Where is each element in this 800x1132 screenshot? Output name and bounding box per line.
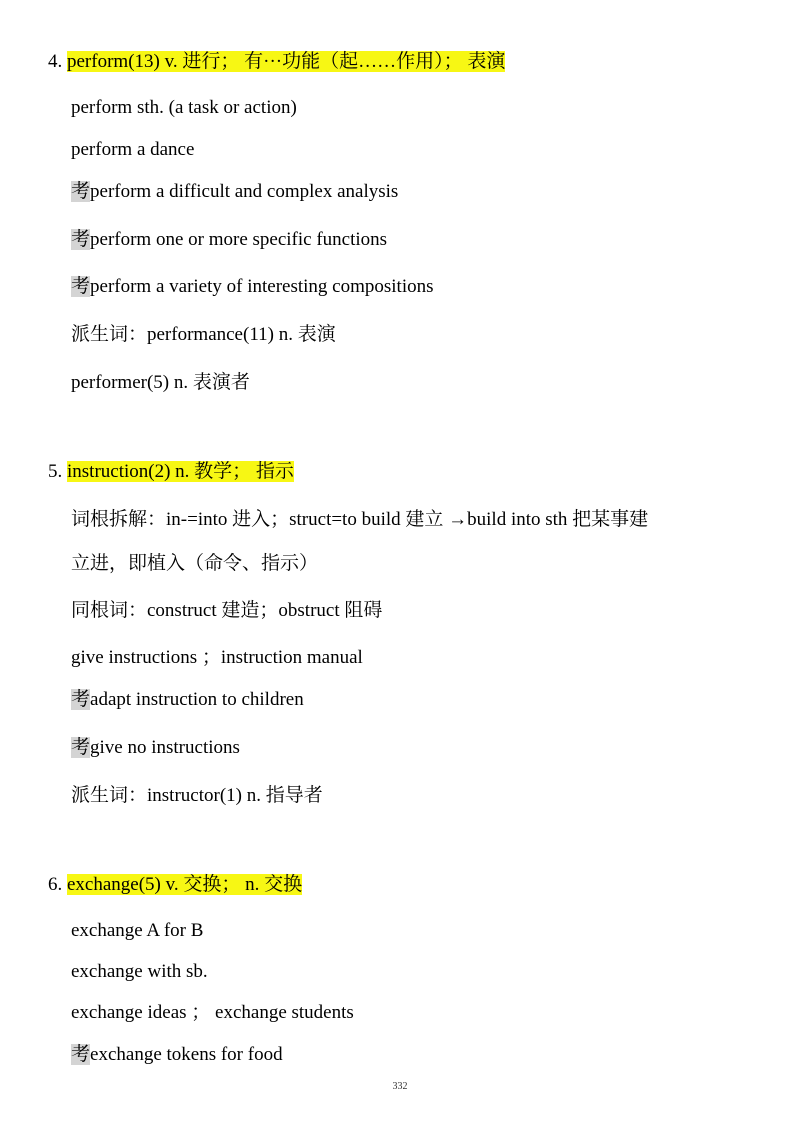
- phrase-text: exchange tokens for food: [90, 1044, 283, 1065]
- page-number: 332: [392, 1081, 408, 1092]
- exam-mark: 考: [71, 689, 91, 710]
- phrase-text: perform a variety of interesting compositions: [90, 276, 434, 297]
- root-analysis-line: 立进，即植入（命令、指示）: [71, 553, 319, 574]
- exam-mark: 考: [71, 229, 91, 250]
- exam-mark: 考: [71, 737, 91, 758]
- exam-phrase-line: [71, 226, 387, 254]
- exam-phrase-line: [71, 178, 398, 206]
- phrase-line: exchange A for B: [71, 920, 204, 941]
- phrase-text: give no instructions: [90, 737, 240, 758]
- exam-phrase-line: [71, 273, 434, 301]
- phrase-line: give instructions ；instruction manual: [71, 647, 363, 668]
- phrase-text: adapt instruction to children: [90, 689, 304, 710]
- exam-phrase-line: [71, 1041, 283, 1069]
- exam-mark: 考: [71, 276, 91, 297]
- phrase-line: perform a dance: [71, 139, 195, 160]
- phrase-text: perform one or more specific functions: [90, 229, 388, 250]
- exam-phrase-line: [71, 686, 304, 714]
- derivative-line: 派生词：instructor(1) n. 指导者: [71, 785, 323, 806]
- exam-phrase-line: [71, 734, 240, 762]
- exam-mark: 考: [71, 1044, 91, 1065]
- entry-5-heading: [48, 458, 294, 486]
- entry-4-heading: [48, 48, 505, 76]
- cognate-line: 同根词：construct 建造；obstruct 阻碍: [71, 600, 383, 621]
- headword-highlight: instruction(2) n. 教学； 指示: [67, 461, 294, 482]
- entry-6-heading: [48, 871, 302, 899]
- derivative-line: performer(5) n. 表演者: [71, 372, 250, 393]
- exam-mark: 考: [71, 181, 91, 202]
- phrase-line: perform sth. (a task or action): [71, 97, 297, 118]
- headword-highlight: perform(13) v. 进行； 有···功能（起……作用）； 表演: [67, 51, 506, 72]
- entry-number: 6.: [48, 874, 63, 895]
- phrase-text: perform a difficult and complex analysis: [90, 181, 399, 202]
- root-analysis-line: 词根拆解：in-=into 进入；struct=to build 建立 →build into sth 把某事建: [71, 509, 649, 530]
- entry-number: 4.: [48, 51, 63, 72]
- phrase-line: exchange with sb.: [71, 961, 208, 982]
- headword-highlight: exchange(5) v. 交换； n. 交换: [67, 874, 303, 895]
- derivative-line: 派生词：performance(11) n. 表演: [71, 324, 336, 345]
- entry-number: 5.: [48, 461, 63, 482]
- phrase-line: exchange ideas ； exchange students: [71, 1002, 354, 1023]
